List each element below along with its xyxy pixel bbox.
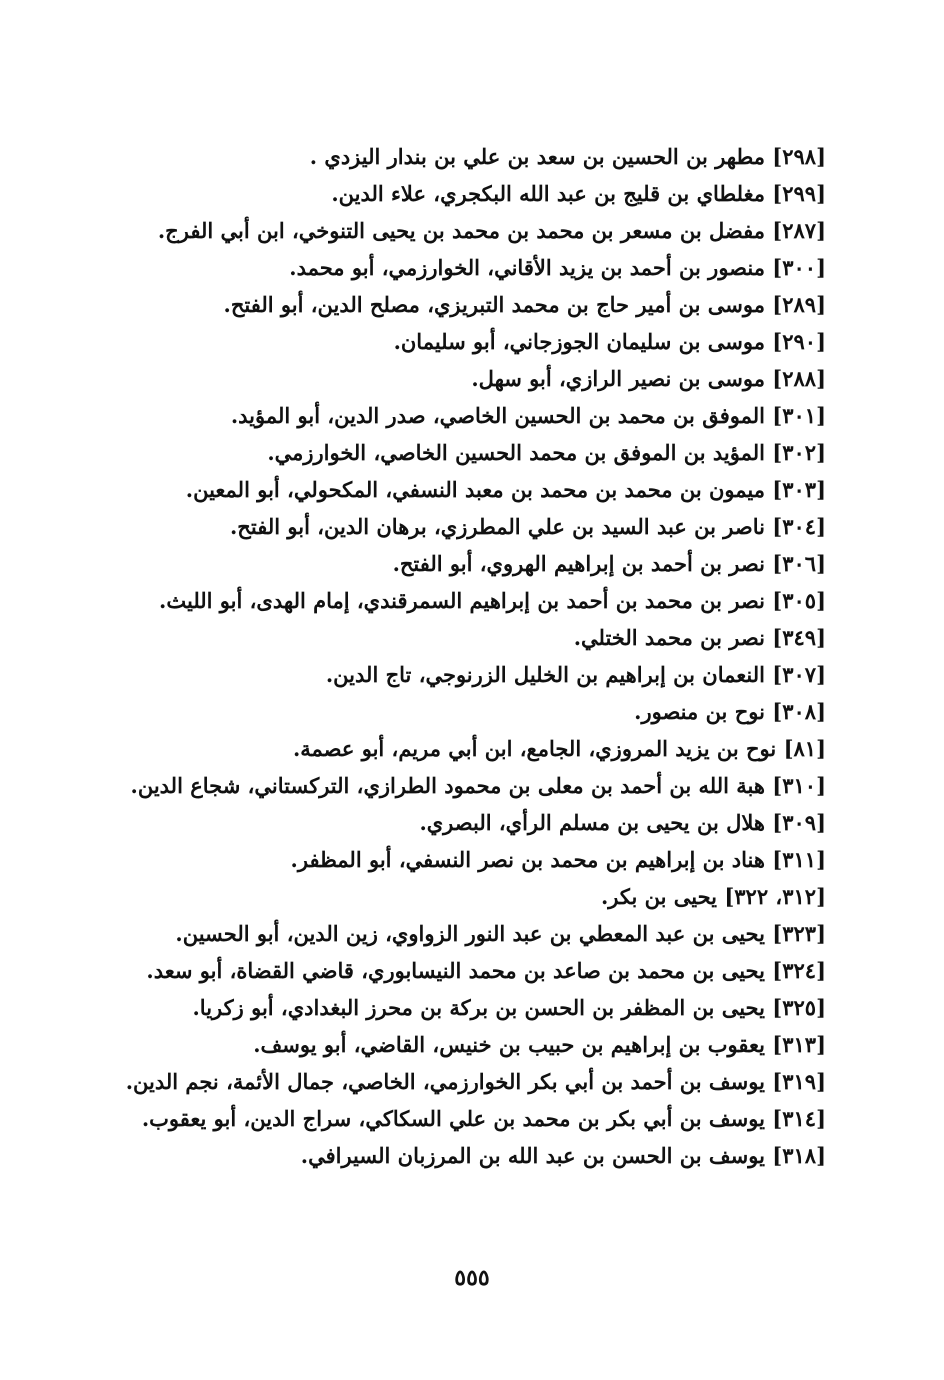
- entry-number: [٢٩٨]: [772, 144, 826, 169]
- index-entry: [100, 286, 826, 323]
- entry-text: مفضل بن مسعر بن محمد بن محمد بن يحيى التنوخي، ابن أبي الفرج.: [157, 218, 765, 243]
- entry-number: [٣١٠]: [772, 773, 826, 798]
- entry-text: مغلطاي بن قليج بن عبد الله البكجري، علاء الدين.: [331, 181, 765, 206]
- index-entry: [100, 175, 826, 212]
- entry-number: [٣١٩]: [772, 1069, 826, 1094]
- index-entry: [100, 878, 826, 915]
- entry-text: موسى بن سليمان الجوزجاني، أبو سليمان.: [393, 329, 765, 354]
- entry-text: النعمان بن إبراهيم بن الخليل الزرنوجي، تاج الدين.: [325, 662, 765, 687]
- entry-number: [٣١٨]: [772, 1143, 826, 1168]
- entry-number: [٨١]: [783, 736, 826, 761]
- entry-text: هبة الله بن أحمد بن معلى بن محمود الطرازي، التركستاني، شجاع الدين.: [130, 773, 765, 798]
- entry-text: يوسف بن أحمد بن أبي بكر الخوارزمي، الخاصي، جمال الأئمة، نجم الدين.: [125, 1069, 765, 1094]
- entry-number: [٣١١]: [772, 847, 826, 872]
- index-entry: [100, 508, 826, 545]
- entry-number: [٣٠٤]: [772, 514, 826, 539]
- entry-text: يحيى بن محمد بن صاعد بن محمد النيسابوري، قاضي القضاة، أبو سعد.: [146, 958, 765, 983]
- index-entry: [100, 915, 826, 952]
- index-entry: [100, 989, 826, 1026]
- index-entry: [100, 323, 826, 360]
- entry-number: [٣٤٩]: [772, 625, 826, 650]
- entry-text: هلال بن يحيى بن مسلم الرأي، البصري.: [419, 810, 765, 835]
- index-entry: [100, 360, 826, 397]
- index-entry: [100, 1026, 826, 1063]
- index-entry: [100, 138, 826, 175]
- entry-text: نصر بن أحمد بن إبراهيم الهروي، أبو الفتح.: [392, 551, 765, 576]
- index-entry: [100, 249, 826, 286]
- index-entry: [100, 1100, 826, 1137]
- entry-number: [٣٠٦]: [772, 551, 826, 576]
- index-entry: [100, 434, 826, 471]
- index-entry: [100, 693, 826, 730]
- entry-number: [٢٨٨]: [772, 366, 826, 391]
- index-entry: [100, 730, 826, 767]
- entry-number: [٢٩٩]: [772, 181, 826, 206]
- entry-text: موسى بن نصير الرازي، أبو سهل.: [471, 366, 765, 391]
- index-entry-list: [100, 138, 826, 1174]
- entry-text: نصر بن محمد الختلي.: [573, 625, 765, 650]
- index-entry: [100, 952, 826, 989]
- entry-text: هناد بن إبراهيم بن محمد بن نصر النسفي، أبو المظفر.: [290, 847, 765, 872]
- entry-number: [٣١٢، ٣٢٢]: [724, 884, 826, 909]
- entry-number: [٢٨٩]: [772, 292, 826, 317]
- entry-text: يوسف بن أبي بكر بن محمد بن علي السكاكي، سراج الدين، أبو يعقوب.: [141, 1106, 765, 1131]
- entry-number: [٣٠٢]: [772, 440, 826, 465]
- entry-number: [٣١٤]: [772, 1106, 826, 1131]
- entry-number: [٣٠١]: [772, 403, 826, 428]
- entry-number: [٣٢٥]: [772, 995, 826, 1020]
- entry-text: موسى بن أمير حاج بن محمد التبريزي، مصلح الدين، أبو الفتح.: [223, 292, 765, 317]
- entry-number: [٣٠٥]: [772, 588, 826, 613]
- index-entry: [100, 582, 826, 619]
- entry-number: [٢٨٧]: [772, 218, 826, 243]
- index-entry: [100, 212, 826, 249]
- entry-number: [٢٩٠]: [772, 329, 826, 354]
- entry-text: المؤيد بن الموفق بن محمد الحسين الخاصي، الخوارزمي.: [267, 440, 765, 465]
- entry-text: يحيى بن عبد المعطي بن عبد النور الزواوي، زين الدين، أبو الحسين.: [175, 921, 765, 946]
- entry-text: يحيى بن المظفر بن الحسن بن بركة بن محرز البغدادي، أبو زكريا.: [192, 995, 765, 1020]
- index-entry: [100, 471, 826, 508]
- index-entry: [100, 767, 826, 804]
- index-entry: [100, 545, 826, 582]
- entry-text: نوح بن يزيد المروزي، الجامع، ابن أبي مريم، أبو عصمة.: [292, 736, 777, 761]
- entry-text: يحيى بن بكر.: [600, 884, 718, 909]
- entry-number: [٣٠٠]: [772, 255, 826, 280]
- index-entry: [100, 656, 826, 693]
- index-entry: [100, 841, 826, 878]
- entry-number: [٣٠٩]: [772, 810, 826, 835]
- index-entry: [100, 397, 826, 434]
- entry-number: [٣٠٨]: [772, 699, 826, 724]
- entry-text: الموفق بن محمد بن الحسين الخاصي، صدر الدين، أبو المؤيد.: [230, 403, 765, 428]
- entry-text: منصور بن أحمد بن يزيد الأقاني، الخوارزمي، أبو محمد.: [289, 255, 765, 280]
- entry-text: ميمون بن محمد بن محمد بن معبد النسفي، المكحولي، أبو المعين.: [185, 477, 765, 502]
- entry-text: مطهر بن الحسين بن سعد بن علي بن بندار اليزدي .: [309, 144, 765, 169]
- entry-text: نصر بن محمد بن أحمد بن إبراهيم السمرقندي، إمام الهدى، أبو الليث.: [159, 588, 765, 613]
- page-number: ٥٥٥: [454, 1265, 490, 1291]
- index-entry: [100, 804, 826, 841]
- entry-text: يعقوب بن إبراهيم بن حبيب بن خنيس، القاضي، أبو يوسف.: [253, 1032, 765, 1057]
- index-entry: [100, 1137, 826, 1174]
- entry-text: ناصر بن عبد السيد بن علي المطرزي، برهان الدين، أبو الفتح.: [230, 514, 765, 539]
- index-entry: [100, 619, 826, 656]
- entry-text: نوح بن منصور.: [634, 699, 765, 724]
- entry-number: [٣٠٣]: [772, 477, 826, 502]
- entry-number: [٣٢٤]: [772, 958, 826, 983]
- entry-number: [٣٢٣]: [772, 921, 826, 946]
- index-entry: [100, 1063, 826, 1100]
- entry-number: [٣١٣]: [772, 1032, 826, 1057]
- entry-number: [٣٠٧]: [772, 662, 826, 687]
- entry-text: يوسف بن الحسن بن عبد الله بن المرزبان السيرافي.: [300, 1143, 765, 1168]
